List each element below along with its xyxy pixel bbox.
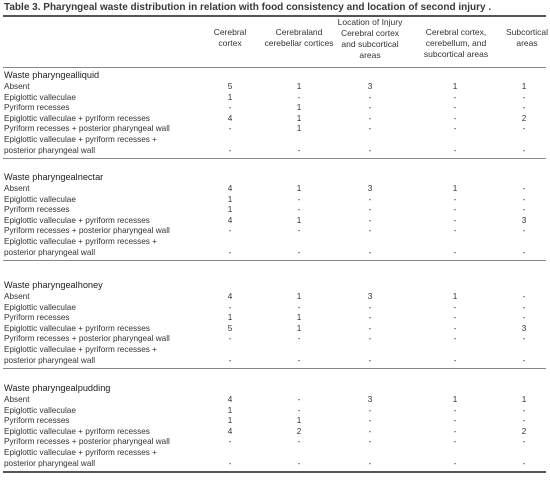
header-rule [3,67,546,68]
table-cell: 4 [227,395,233,404]
table-cell: - [453,205,457,215]
table-cell: - [522,437,526,447]
table-row [4,437,546,448]
table-cell: - [228,458,232,468]
table-cell: 1 [227,416,233,426]
table-cell: 1 [227,205,233,215]
table-cell: - [453,405,457,415]
table-row [4,93,546,104]
row-label: Pyriform recesses + posterior pharyngeal wall [4,226,170,236]
table-row [4,459,546,470]
table-cell: - [297,145,301,155]
row-label: Pyriform recesses + posterior pharyngeal wall [4,334,170,344]
table-cell: - [522,313,526,323]
table-cell: - [453,194,457,204]
row-label: Absent [4,292,30,301]
table-cell: - [297,395,301,404]
table-cell: - [297,205,301,215]
row-label: Epiglottic valleculae + pyriform recesses + [4,448,157,457]
section-title-label: Waste pharyngealnectar [4,172,104,182]
table-cell: - [228,103,232,113]
table-cell: 3 [367,82,373,91]
table-cell: 1 [296,124,302,134]
top-rule [3,15,546,17]
table-cell: 1 [296,184,302,193]
table-cell: 1 [296,416,302,426]
row-label: Epiglottic valleculae + pyriform recesses [4,323,150,333]
section-title [4,70,546,81]
row-label: Absent [4,395,30,404]
table-cell: - [368,215,372,225]
table-cell: - [228,226,232,236]
table-cell: - [453,426,457,436]
section-rule [3,260,546,261]
table-cell: - [368,194,372,204]
table-cell: - [368,355,372,365]
table-cell: - [453,416,457,426]
row-label: Epiglottic valleculae + pyriform recesses + [4,237,157,246]
table-cell: - [522,355,526,365]
table-row [4,237,546,248]
table-cell: 1 [521,395,527,404]
table-cell: 3 [521,215,527,225]
section-title-label: Waste pharyngealpudding [4,383,111,393]
table-row [4,345,546,356]
table-cell: 3 [367,184,373,193]
section-title [4,172,546,183]
table-cell: - [453,355,457,365]
table-row [4,292,546,303]
table-cell: - [297,226,301,236]
table-cell: - [297,334,301,344]
table-cell: - [368,416,372,426]
table-cell: - [453,334,457,344]
col-header-cortex-cerebellum-subcortical: Cerebral cortex, cerebellum, and subcortical areas [423,27,489,59]
table-cell: - [453,323,457,333]
col-header-subcortical: Subcortical areas [506,27,549,48]
table-cell: - [297,247,301,257]
section-rule [3,158,546,159]
table-cell: - [453,458,457,468]
table-cell: - [368,437,372,447]
table-cell: - [297,355,301,365]
table-cell: - [368,124,372,134]
table-cell: - [522,247,526,257]
table-cell: - [228,302,232,312]
table-cell: - [522,92,526,102]
table-cell: 4 [227,292,233,301]
table-cell: 1 [452,184,458,193]
table-cell: 1 [227,194,233,204]
row-label: posterior pharyngeal wall [4,355,96,365]
table-cell: - [453,437,457,447]
table-row [4,114,546,125]
table-cell: - [297,194,301,204]
table-cell: - [228,124,232,134]
table-cell: 4 [227,215,233,225]
table-cell: 4 [227,426,233,436]
row-label: posterior pharyngeal wall [4,145,96,155]
table-cell: - [522,124,526,134]
table-cell: - [453,313,457,323]
row-label: Pyriform recesses [4,313,70,323]
table-cell: - [368,103,372,113]
table-cell: - [297,302,301,312]
table-cell: 2 [521,113,527,123]
table-row [4,216,546,227]
table-cell: - [368,426,372,436]
table-row [4,427,546,438]
table-cell: 5 [227,82,233,91]
table-row [4,248,546,259]
table-row [4,334,546,345]
table-cell: 3 [521,323,527,333]
table-cell: - [368,458,372,468]
table-cell: - [453,124,457,134]
table-cell: - [522,194,526,204]
table-cell: - [368,247,372,257]
row-label: Pyriform recesses [4,416,70,426]
table-cell: - [522,302,526,312]
table-cell: 3 [367,395,373,404]
section-rule [3,368,546,369]
row-label: Pyriform recesses [4,205,70,215]
col-header-cortex-subcortical: Location of Injury Cerebral cortex and subcortical areas [337,17,403,60]
row-label: Pyriform recesses [4,103,70,113]
table-cell: - [368,323,372,333]
table-cell: - [297,405,301,415]
table-cell: - [522,405,526,415]
table-cell: 1 [296,292,302,301]
table-cell: - [522,334,526,344]
table-cell: - [453,92,457,102]
table-caption: Table 3. Pharyngeal waste distribution in relation with food consistency and location of second injury . [4,2,492,13]
row-label: Epiglottic valleculae [4,405,76,415]
row-label: Epiglottic valleculae + pyriform recesses [4,113,150,123]
table-row [4,416,546,427]
table-cell: - [453,247,457,257]
table-cell: - [368,334,372,344]
section-title-label: Waste pharyngealliquid [4,70,100,80]
table-cell: - [522,416,526,426]
table-row [4,406,546,417]
table-cell: 3 [367,292,373,301]
table-cell: 1 [296,323,302,333]
table-cell: - [453,215,457,225]
table-cell: 1 [296,113,302,123]
row-label: Pyriform recesses + posterior pharyngeal wall [4,124,170,134]
table-cell: 1 [521,82,527,91]
table-cell: - [453,226,457,236]
table-cell: - [522,458,526,468]
table-cell: 1 [296,103,302,113]
table-row [4,184,546,195]
table-cell: - [228,334,232,344]
table-cell: - [522,184,526,193]
table-cell: 1 [452,82,458,91]
table-cell: 1 [296,313,302,323]
row-label: Epiglottic valleculae [4,302,76,312]
row-label: Epiglottic valleculae + pyriform recesses [4,426,150,436]
table-cell: - [368,313,372,323]
table-row [4,356,546,367]
table-cell: 5 [227,323,233,333]
table-cell: 1 [452,395,458,404]
bottom-rule [3,471,546,473]
table-row [4,448,546,459]
row-label: posterior pharyngeal wall [4,458,96,468]
row-label: Absent [4,82,30,91]
table-cell: - [297,92,301,102]
table-cell: 1 [227,405,233,415]
table-cell: 4 [227,113,233,123]
table-cell: 2 [521,426,527,436]
section-title [4,280,546,291]
table-cell: - [368,145,372,155]
table-cell: - [368,405,372,415]
row-label: Pyriform recesses + posterior pharyngeal wall [4,437,170,447]
table-cell: - [297,437,301,447]
table-cell: - [228,437,232,447]
col-header-cerebral-cerebellar: Cerebraland cerebellar cortices [264,27,334,48]
table-row [4,195,546,206]
table-cell: - [228,145,232,155]
table-row [4,135,546,146]
table-row [4,124,546,135]
table-cell: - [522,145,526,155]
section-title [4,383,546,394]
table-row [4,324,546,335]
table-cell: - [453,103,457,113]
table-cell: - [522,292,526,301]
table-cell: - [228,247,232,257]
table-row [4,313,546,324]
table-cell: - [368,92,372,102]
table-cell: - [368,302,372,312]
table-cell: - [522,205,526,215]
table-cell: 4 [227,184,233,193]
table-cell: 1 [227,313,233,323]
table-cell: - [453,113,457,123]
table-row [4,205,546,216]
row-label: Epiglottic valleculae + pyriform recesses + [4,345,157,354]
row-label: posterior pharyngeal wall [4,247,96,257]
table-cell: 1 [296,82,302,91]
table-row [4,103,546,114]
table-cell: 1 [227,92,233,102]
table-cell: - [368,113,372,123]
table-row [4,395,546,406]
row-label: Epiglottic valleculae + pyriform recesses + [4,135,157,144]
col-header-cerebral-cortex: Cerebral cortex [213,27,247,48]
row-label: Epiglottic valleculae [4,92,76,102]
table-cell: 2 [296,426,302,436]
table-cell: - [522,103,526,113]
table-cell: - [368,205,372,215]
table-cell: - [368,226,372,236]
row-label: Epiglottic valleculae + pyriform recesses [4,215,150,225]
table-cell: - [453,145,457,155]
table-cell: - [522,226,526,236]
table-cell: - [453,302,457,312]
table-row [4,303,546,314]
table-cell: - [228,355,232,365]
row-label: Absent [4,184,30,193]
section-title-label: Waste pharyngealhoney [4,280,103,290]
table-row [4,226,546,237]
table-row [4,146,546,157]
table-cell: 1 [296,215,302,225]
row-label: Epiglottic valleculae [4,194,76,204]
table-row [4,82,546,93]
table-cell: - [297,458,301,468]
table-cell: 1 [452,292,458,301]
